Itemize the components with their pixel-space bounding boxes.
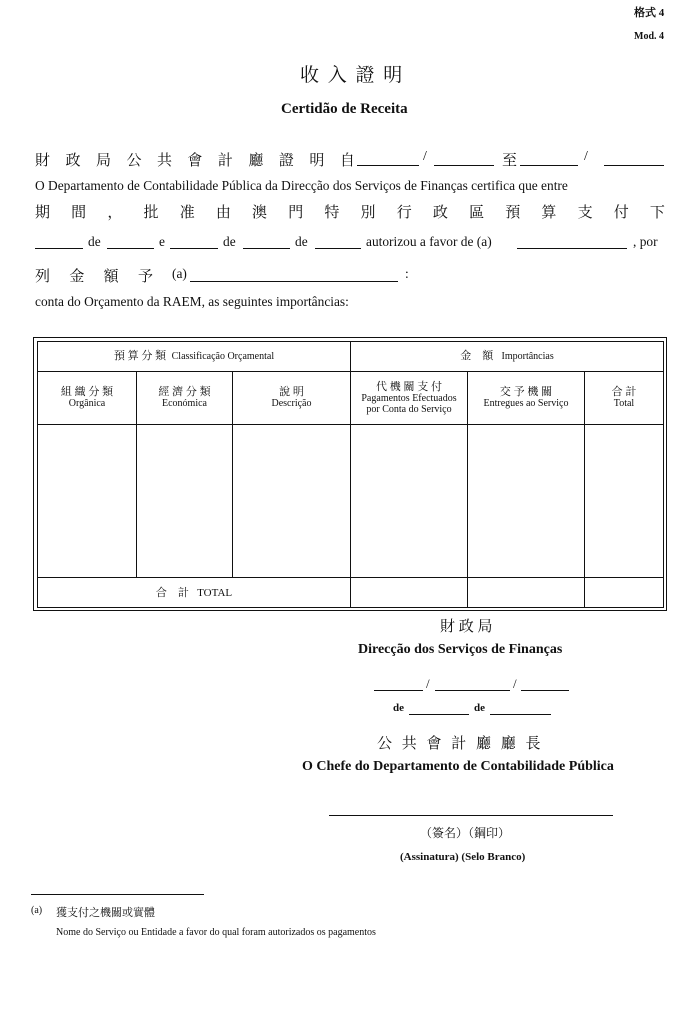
line3-char: 付: [613, 205, 629, 221]
blank-line[interactable]: [517, 248, 627, 249]
dept-pt: Direcção dos Serviços de Finanças: [358, 642, 563, 657]
line3-char: 期: [35, 205, 51, 221]
title-cn: 收 入 證 明: [300, 65, 405, 86]
de-text: de: [223, 234, 236, 249]
e-text: e: [159, 234, 165, 249]
col-header-cn: 合 計: [611, 386, 637, 398]
date-blank[interactable]: [521, 690, 569, 691]
colon: :: [405, 266, 409, 281]
chief-cn: 公 共 會 計 廳 廳 長: [377, 736, 544, 752]
line3-char: 預: [505, 205, 521, 221]
line3-char: 行: [396, 205, 412, 221]
entry-cell[interactable]: [585, 425, 664, 578]
col-header-cn: 代 機 關 支 付: [376, 381, 442, 393]
de-text: de: [88, 234, 101, 249]
entry-cell[interactable]: [233, 425, 351, 578]
col-header-cn: 組 織 分 類: [60, 386, 114, 398]
group1-pt: Classificação Orçamental: [171, 351, 275, 362]
line3-char: 澳: [252, 205, 268, 221]
total-cn: 合 計: [155, 586, 189, 599]
col-header-pt: Económica: [162, 398, 207, 409]
blank-line[interactable]: [604, 165, 664, 166]
footnote-divider: [31, 894, 204, 895]
line1-char: 局: [95, 153, 111, 169]
authorized-text: autorizou a favor de (a): [366, 234, 492, 249]
total-cell[interactable]: [351, 578, 468, 608]
de-text: de: [295, 234, 308, 249]
blank-line[interactable]: [170, 248, 218, 249]
line1-char: 共: [156, 153, 172, 169]
col-header: [38, 372, 137, 425]
blank-line[interactable]: [35, 248, 83, 249]
line3-cn: [35, 201, 665, 222]
line1-char: 財: [35, 153, 51, 169]
line5-char: 額: [103, 269, 119, 285]
dept-cn: 財 政 局: [440, 619, 493, 635]
col-header: [585, 372, 664, 425]
total-cell[interactable]: [468, 578, 585, 608]
date-de: de: [393, 702, 404, 714]
entry-cell[interactable]: [137, 425, 233, 578]
chief-pt: O Chefe do Departamento de Contabilidade Pública: [302, 759, 614, 774]
sign-cn: （簽名）（鋼印）: [420, 826, 511, 840]
por-text: , por: [633, 234, 658, 249]
blank-line[interactable]: [520, 165, 578, 166]
blank-line[interactable]: [357, 165, 419, 166]
classification-table: [37, 341, 664, 608]
total-pt: TOTAL: [197, 586, 233, 599]
line1-cn: [35, 149, 355, 170]
line3-char: 算: [541, 205, 557, 221]
col-header-cn: 交 予 機 關: [499, 386, 553, 398]
slash: /: [584, 149, 588, 164]
col-header: [468, 372, 585, 425]
line3-char: ，: [107, 205, 123, 221]
col-header-pt: Pagamentos Efectuados por Conta do Serviço: [361, 393, 457, 415]
total-cell[interactable]: [585, 578, 664, 608]
group1-cn: 預 算 分 類: [113, 350, 167, 362]
slash: /: [423, 149, 427, 164]
group-header-classification: [38, 342, 351, 372]
blank-line[interactable]: [243, 248, 290, 249]
line5-char: 列: [35, 269, 51, 285]
line1-char: 會: [187, 153, 203, 169]
blank-line[interactable]: [107, 248, 154, 249]
blank-line[interactable]: [315, 248, 361, 249]
title-pt: Certidão de Receita: [281, 101, 408, 117]
line1-char: 證: [278, 153, 294, 169]
entry-cell[interactable]: [468, 425, 585, 578]
col-header-pt: Descrição: [271, 398, 312, 409]
date-de: de: [474, 702, 485, 714]
line3-char: 政: [432, 205, 448, 221]
line6-pt: conta do Orçamento da RAEM, as seguintes importâncias:: [35, 294, 349, 309]
line3-char: 區: [469, 205, 485, 221]
date-blank[interactable]: [435, 690, 510, 691]
line2-pt: O Departamento de Contabilidade Pública da Direcção dos Serviços de Finanças certifica que entre: [35, 178, 568, 193]
line1-char: 公: [126, 153, 142, 169]
col-header-pt: Entregues ao Serviço: [483, 398, 569, 409]
date-blank[interactable]: [409, 714, 469, 715]
footnote-cn: 獲支付之機關或實體: [56, 907, 155, 919]
footnote-pt: Nome do Serviço ou Entidade a favor do qual foram autorizados os pagamentos: [56, 927, 376, 938]
line5-cn: [35, 265, 153, 286]
group2-cn: 金 額: [460, 350, 494, 362]
date-slash: /: [513, 676, 517, 691]
signature-line[interactable]: [329, 815, 613, 816]
line3-char: 批: [143, 205, 159, 221]
col-header-pt: Total: [613, 398, 635, 409]
date-blank[interactable]: [490, 714, 551, 715]
line3-char: 間: [71, 205, 87, 221]
line3-char: 別: [360, 205, 376, 221]
line1-char: 計: [217, 153, 233, 169]
line1-char: 明: [309, 153, 325, 169]
entry-cell[interactable]: [351, 425, 468, 578]
col-header: [137, 372, 233, 425]
date-slash: /: [426, 676, 430, 691]
group2-pt: Importâncias: [501, 351, 554, 362]
col-header-cn: 說 明: [279, 386, 304, 398]
footnote-ref: (a): [172, 266, 187, 281]
line3-char: 支: [577, 205, 593, 221]
sign-pt: (Assinatura) (Selo Branco): [400, 851, 526, 863]
line1-char: 自: [339, 153, 355, 169]
line1-char: 政: [65, 153, 81, 169]
line3-char: 特: [324, 205, 340, 221]
col-header-cn: 經 濟 分 類: [158, 386, 211, 398]
group-header-amounts: [351, 342, 664, 372]
date-blank[interactable]: [374, 690, 423, 691]
blank-line[interactable]: [434, 165, 494, 166]
line3-char: 由: [215, 205, 231, 221]
to-char: 至: [502, 153, 518, 169]
line3-char: 門: [288, 205, 304, 221]
total-label-cell: [38, 578, 351, 608]
form-code-cn: 格式 4: [634, 7, 665, 19]
footnote-marker: (a): [31, 905, 43, 916]
col-header-pt: Orgânica: [68, 398, 106, 409]
line5-char: 金: [69, 269, 85, 285]
col-header: [233, 372, 351, 425]
line3-char: 下: [649, 205, 665, 221]
line1-char: 廳: [248, 153, 264, 169]
col-header: [351, 372, 468, 425]
line5-char: 予: [137, 269, 153, 285]
entry-cell[interactable]: [38, 425, 137, 578]
blank-line[interactable]: [190, 281, 398, 282]
form-code-pt: Mod. 4: [634, 31, 664, 42]
line3-char: 准: [179, 205, 195, 221]
